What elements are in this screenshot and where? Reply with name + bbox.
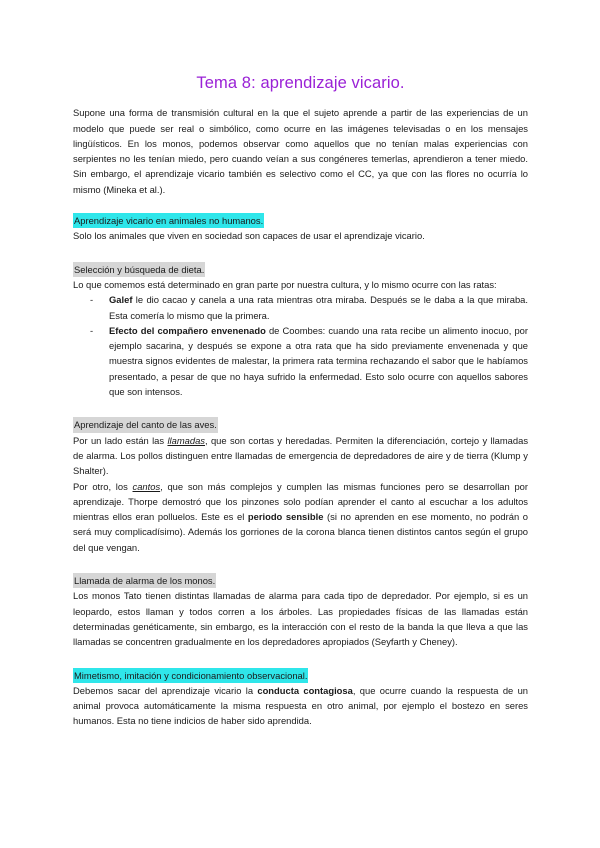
text-run: , que son más complejos y cumplen las mismas funciones pero se desarrollan por aprendizaje. Thorpe demostró que los pinzones solo podían aprender el canto al escuchar a los adultos mientras ellos eran polluelos. Este es el	[73, 480, 528, 523]
section-paragraph: Los monos Tato tienen distintas llamadas de alarma para cada tipo de depredador. Por ejemplo, si es un leopardo, estos llaman y todos corren a los árboles. Las propiedades físicas de las llamadas están determinadas genéticamente, sin embargo, es la interacción con el resto de la banda la que lleva a que las llamadas se concentren gradualmente en los depredadores apropiados (Seyfarth y Cheney).	[73, 590, 528, 648]
bold-term: periodo sensible	[247, 511, 324, 523]
text-run: , que son cortas y heredadas. Permiten la diferenciación, cortejo y llamadas de alarma. Los pollos distinguen entre llamadas de emergencia de depredadores de aire y de tierra (Klump y Shalter).	[73, 434, 529, 477]
bold-term: conducta contagiosa	[257, 684, 353, 696]
section-bird-song	[73, 417, 528, 555]
section-paragraph	[73, 479, 528, 555]
text-run: Por un lado están las	[73, 434, 168, 446]
bold-term: Efecto del compañero envenenado	[109, 324, 266, 336]
list-item	[109, 292, 528, 323]
section-heading: Llamada de alarma de los monos.	[73, 573, 216, 588]
section-paragraph	[73, 433, 528, 479]
section-monkey-alarm	[73, 573, 528, 649]
intro-paragraph: Supone una forma de transmisión cultural en la que el sujeto aprende a partir de las experiencias de un modelo que puede ser real o simbólico, como ocurre en las imágenes televisadas o en los mensajes lingüísticos. En los monos, podemos observar como aquellos que no tenían malas experiencias con serpientes no les tenían miedo, pero cuando veían a sus congéneres temerlas, aprendieron a tener miedo. Sin embargo, el aprendizaje vicario también es selectivo como el CC, ya que con las flores no ocurría lo mismo (Mineka et al.).	[73, 107, 528, 195]
section-vicarious-animals	[73, 213, 528, 244]
list-item-text: le dio cacao y canela a una rata mientras otra miraba. Después se le daba a la que miraba. Esta comería lo mismo que la primera.	[109, 294, 528, 321]
text-run: Por otro, los	[73, 480, 133, 492]
section-diet-selection	[73, 262, 528, 400]
section-heading: Selección y búsqueda de dieta.	[73, 262, 205, 277]
text-run: , que ocurre cuando la respuesta de un animal provoca automáticamente la misma respuesta en otro animal, por ejemplo el bostezo en seres humanos. Esta no tiene indicios de haber sido aprendida.	[73, 684, 529, 727]
text-run: (si no aprenden en ese momento, no podrán o será muy complicadísimo). Además los gorriones de la corona blanca tienen distintos cantos según el grupo del que vengan.	[73, 511, 528, 553]
section-heading: Aprendizaje vicario en animales no humanos.	[73, 213, 264, 228]
page-title: Tema 8: aprendizaje vicario.	[196, 74, 405, 92]
text-run: Debemos sacar del aprendizaje vicario la	[73, 684, 258, 696]
emphasized-term: llamadas	[167, 434, 205, 446]
section-mimicry	[73, 668, 528, 729]
section-heading: Aprendizaje del canto de las aves.	[73, 417, 218, 432]
section-paragraph: Solo los animales que viven en sociedad son capaces de usar el aprendizaje vicario.	[73, 230, 425, 242]
section-paragraph	[73, 683, 528, 729]
section-heading: Mimetismo, imitación y condicionamiento observacional.	[73, 668, 308, 683]
list-item	[109, 323, 528, 399]
section-paragraph: Lo que comemos está determinado en gran parte por nuestra cultura, y lo mismo ocurre con las ratas:	[73, 278, 497, 290]
list-item-text: de Coombes: cuando una rata recibe un alimento inocuo, por ejemplo sacarina, y después se expone a otra rata que ha sido previamente envenenada y que muestra signos evidentes de malestar, la primera rata termina rechazando el sabor que le habíamos presentado, a pesar de que no haya sufrido la enfermedad. Esto solo ocurre con aquellos sabores que son intensos.	[109, 324, 529, 398]
bullet-list	[73, 292, 528, 399]
bold-term: Galef	[109, 294, 133, 306]
emphasized-term: cantos	[132, 480, 161, 492]
